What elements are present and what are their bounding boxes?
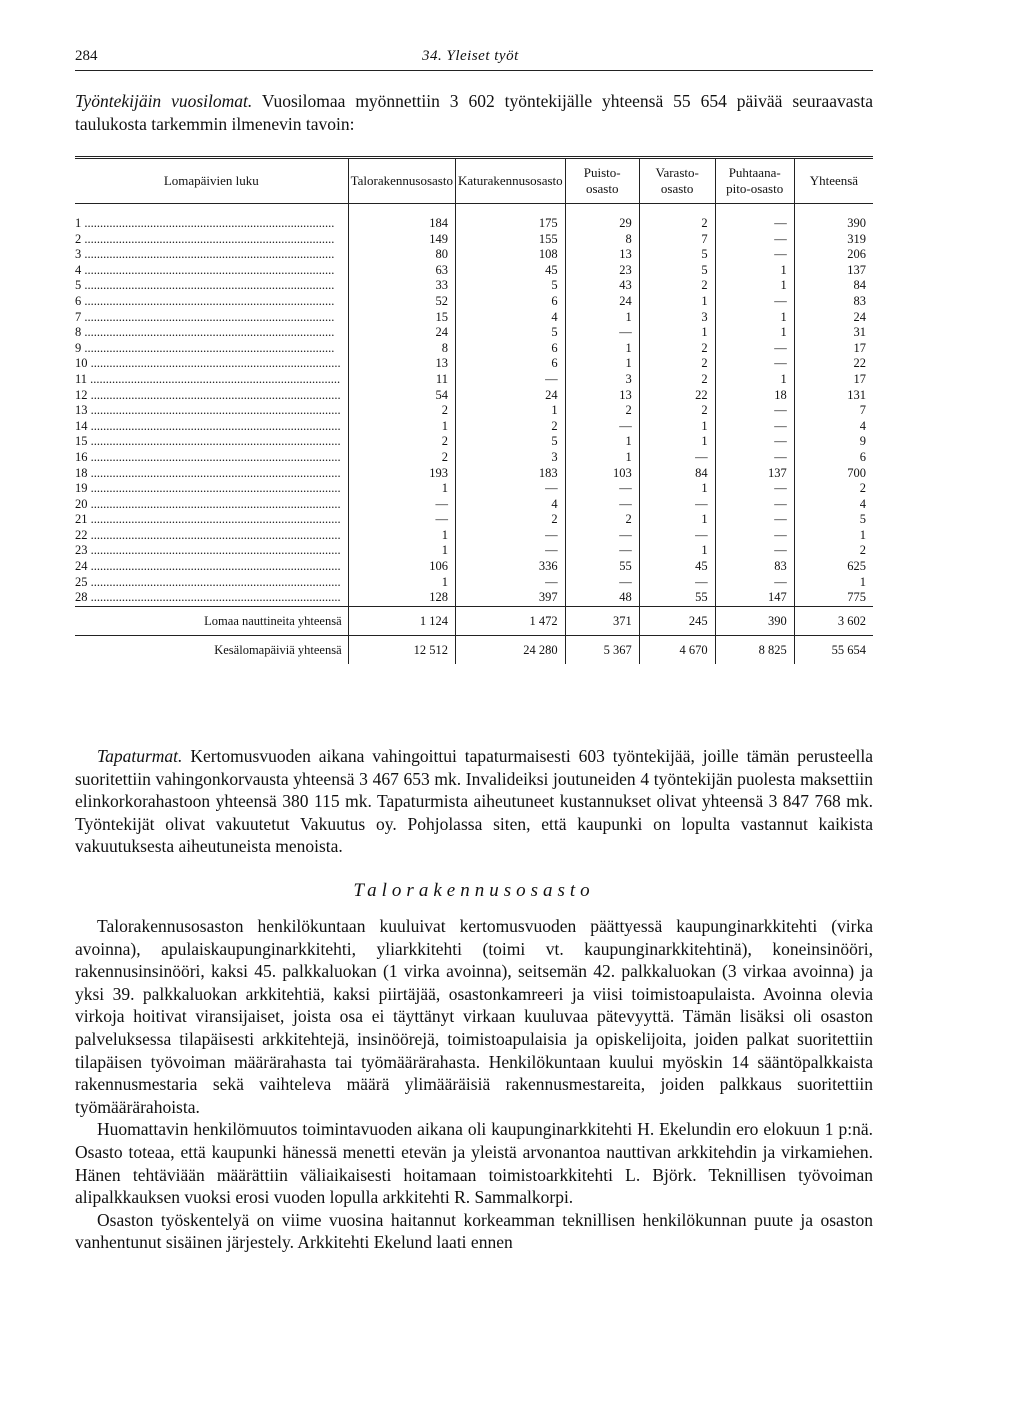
table-cell: —	[565, 481, 639, 497]
totals-cell: 371	[565, 606, 639, 635]
table-row	[75, 575, 873, 591]
totals-cell: 1 472	[455, 606, 565, 635]
table-cell: —	[715, 575, 794, 591]
table-row	[75, 388, 873, 404]
table-cell: 2	[348, 450, 455, 466]
table-cell: —	[565, 528, 639, 544]
table-row	[75, 466, 873, 482]
table-cell: 17	[794, 372, 873, 388]
body-paragraph: Osaston työskentelyä on viime vuosina haitannut korkeamman teknillisen henkilökunnan puute ja osaston vanhentunut sisäinen järjestely. Arkkitehti Ekelund laati ennen	[75, 1209, 873, 1253]
table-cell: 8	[348, 341, 455, 357]
table-cell: 1	[565, 434, 639, 450]
table-cell: 15	[348, 310, 455, 326]
table-cell: 5	[455, 434, 565, 450]
row-label-cell: 14 ................................................................................	[75, 418, 341, 433]
table-header-row	[75, 158, 873, 204]
table-cell: 4	[455, 497, 565, 513]
table-cell: 2	[565, 403, 639, 419]
table-cell: 193	[348, 466, 455, 482]
table-cell: 6	[455, 341, 565, 357]
table-cell: —	[715, 528, 794, 544]
table-cell: 1	[348, 419, 455, 435]
totals-cell: 1 124	[348, 606, 455, 635]
table-cell: 22	[639, 388, 715, 404]
totals-cell: 24 280	[455, 635, 565, 664]
intro-text: Vuosilomaa myönnettiin 3 602 työntekijälle yhteensä 55 654 päivää seuraavasta taulukosta tarkemmin ilmenevin tavoin:	[75, 91, 873, 134]
table-cell: 1	[794, 528, 873, 544]
table-row	[75, 434, 873, 450]
table-cell: —	[715, 356, 794, 372]
table-cell: —	[565, 497, 639, 513]
table-cell: 2	[455, 419, 565, 435]
table-row	[75, 528, 873, 544]
table-cell: 137	[794, 263, 873, 279]
row-label-cell: 19 ................................................................................	[75, 481, 341, 496]
table-cell: 137	[715, 466, 794, 482]
table-cell: —	[565, 543, 639, 559]
table-cell: 84	[794, 278, 873, 294]
table-cell: 149	[348, 232, 455, 248]
row-label-cell: 23 ................................................................................	[75, 543, 341, 558]
table-row	[75, 325, 873, 341]
table-cell: 108	[455, 247, 565, 263]
table-cell: 3	[565, 372, 639, 388]
table-cell: 1	[715, 263, 794, 279]
table-cell: 33	[348, 278, 455, 294]
row-label-cell: 8 ................................................................................	[75, 325, 335, 340]
table-cell: —	[715, 481, 794, 497]
table-cell: 2	[639, 403, 715, 419]
header-cell: Puisto- osasto	[565, 158, 639, 204]
table-cell: 5	[794, 512, 873, 528]
table-cell: —	[715, 204, 794, 232]
section-heading: Talorakennusosasto	[353, 880, 595, 901]
table-cell: —	[715, 497, 794, 513]
table-cell: 9	[794, 434, 873, 450]
table-cell: —	[455, 543, 565, 559]
table-row	[75, 497, 873, 513]
body-paragraph: Huomattavin henkilömuutos toimintavuoden aikana oli kaupunginarkkitehti H. Ekelundin ero elokuun 1 p:nä. Osasto toteaa, että kaupunki hänessä menetti etevän ja yleistä arvonantoa nauttivan arkkitehdin ja virkamiehen. Hänen tehtäviään määrättiin väliaikaisesti hoitamaan toimistoarkkitehti L. Björk. Teknillisen työvoiman alipalkkauksen vuoksi erosi vuoden lopulla arkkitehti R. Sammalkorpi.	[75, 1119, 873, 1208]
table-row	[75, 372, 873, 388]
table-row	[75, 512, 873, 528]
totals-cell: 245	[639, 606, 715, 635]
table-cell: 45	[455, 263, 565, 279]
table-cell: —	[715, 434, 794, 450]
table-cell: 4	[455, 310, 565, 326]
row-label-cell: 6 ................................................................................	[75, 293, 335, 308]
table-cell: 390	[794, 204, 873, 232]
table-cell: 1	[794, 575, 873, 591]
table-row	[75, 310, 873, 326]
totals-cell: 5 367	[565, 635, 639, 664]
table-cell: —	[455, 575, 565, 591]
table-cell: 13	[348, 356, 455, 372]
table-cell: 1	[348, 528, 455, 544]
table-row	[75, 204, 873, 232]
accidents-paragraph	[75, 745, 873, 858]
table-cell: 175	[455, 204, 565, 232]
row-label-cell: 4 ................................................................................	[75, 262, 335, 277]
table-row	[75, 232, 873, 248]
table-row	[75, 263, 873, 279]
table-row	[75, 294, 873, 310]
table-cell: 8	[565, 232, 639, 248]
running-title: 34. Yleiset työt	[422, 48, 519, 64]
table-cell: 336	[455, 559, 565, 575]
table-cell: —	[715, 543, 794, 559]
table-cell: 2	[794, 543, 873, 559]
row-label-cell: 18 ................................................................................	[75, 465, 341, 480]
table-cell: 24	[348, 325, 455, 341]
table-cell: 11	[348, 372, 455, 388]
table-cell: 6	[455, 356, 565, 372]
table-cell: —	[348, 497, 455, 513]
table-cell: 103	[565, 466, 639, 482]
table-cell: 29	[565, 204, 639, 232]
table-cell: 2	[348, 403, 455, 419]
table-cell: 4	[794, 419, 873, 435]
header-cell: Yhteensä	[794, 158, 873, 204]
table-cell: 13	[565, 247, 639, 263]
table-cell: 5	[455, 278, 565, 294]
table-cell: —	[715, 403, 794, 419]
table-cell: —	[639, 528, 715, 544]
table-cell: 625	[794, 559, 873, 575]
row-label-cell: 9 ................................................................................	[75, 340, 335, 355]
table-cell: 1	[639, 512, 715, 528]
row-label-cell: 15 ................................................................................	[75, 434, 341, 449]
totals-cell: 55 654	[794, 635, 873, 664]
accidents-lead: Tapaturmat.	[97, 746, 183, 766]
body-paragraph: Talorakennusosaston henkilökuntaan kuuluivat kertomusvuoden päättyessä kaupunginarkkitehti (virka avoinna), apulaiskaupunginarkkitehti, yliarkkitehti (toimi vt. kaupunginarkkitehtinä), koneinsinööri, rakennusinsinööri, kaksi 45. palkkaluokan (1 virka avoinna), seitsemän 42. palkkaluokan (3 virkaa avoinna) ja yksi 39. palkkaluokan arkkitehtiä, kaksi piirtäjää, osastonkamreeri ja viisi toimistoapulaista. Avoinna olevia virkoja hoitivat viransijaiset, joista osa ei täyttänyt virkaan kuuluvaa pätevyyttä. Tämän lisäksi oli osaston palveluksessa tilapäisesti arkkitehtejä, insinöörejä, toimistoapulaisia ja opiskelijoita, joiden palkat suoritettiin tilapäisen työvoiman määrärahasta tai työmäärärahasta. Henkilökuntaan kuului myöskin 14 sääntöpalkkaista rakennusmestaria sekä vaihteleva määrä ylimääräisiä rakennusmestareita, joiden palkkaus suoritettiin työmäärärahoista.	[75, 916, 873, 1117]
table-cell: 22	[794, 356, 873, 372]
row-label-cell: 25 ................................................................................	[75, 574, 341, 589]
table-cell: 43	[565, 278, 639, 294]
totals-cell: 8 825	[715, 635, 794, 664]
table-cell: —	[715, 232, 794, 248]
table-row	[75, 403, 873, 419]
table-cell: 183	[455, 466, 565, 482]
table-row	[75, 356, 873, 372]
header-cell: Varasto- osasto	[639, 158, 715, 204]
table-cell: 1	[715, 278, 794, 294]
table-cell: 2	[639, 372, 715, 388]
table-cell: 2	[455, 512, 565, 528]
table-cell: 775	[794, 590, 873, 606]
table-cell: 1	[565, 310, 639, 326]
table-cell: 1	[639, 294, 715, 310]
table-cell: 83	[794, 294, 873, 310]
row-label-cell: 7 ................................................................................	[75, 309, 335, 324]
table-cell: 84	[639, 466, 715, 482]
table-cell: 48	[565, 590, 639, 606]
intro-paragraph	[75, 90, 873, 135]
table-cell: 6	[794, 450, 873, 466]
row-label-cell: 21 ................................................................................	[75, 512, 341, 527]
row-label-cell: 2 ................................................................................	[75, 231, 335, 246]
table-cell: 1	[565, 341, 639, 357]
header-cell: Puhtaana- pito-osasto	[715, 158, 794, 204]
header-cell: Talorakennusosasto	[348, 158, 455, 204]
header-cell: Katurakennusosasto	[455, 158, 565, 204]
row-label-cell: 24 ................................................................................	[75, 559, 341, 574]
table-row	[75, 590, 873, 606]
table-cell: 1	[348, 543, 455, 559]
table-cell: —	[715, 294, 794, 310]
table-cell: —	[565, 575, 639, 591]
table-cell: 131	[794, 388, 873, 404]
table-cell: 31	[794, 325, 873, 341]
table-cell: 1	[715, 310, 794, 326]
totals-cell: 4 670	[639, 635, 715, 664]
table-cell: —	[455, 481, 565, 497]
table-cell: 4	[794, 497, 873, 513]
table-cell: 45	[639, 559, 715, 575]
table-cell: 1	[639, 325, 715, 341]
totals-row	[75, 635, 873, 664]
table-cell: 1	[715, 372, 794, 388]
table-cell: —	[715, 341, 794, 357]
table-cell: 1	[565, 450, 639, 466]
row-label-cell: 28 ................................................................................	[75, 590, 341, 605]
table-cell: 106	[348, 559, 455, 575]
table-cell: 2	[639, 356, 715, 372]
table-row	[75, 450, 873, 466]
table-row	[75, 247, 873, 263]
table-cell: —	[565, 325, 639, 341]
table-cell: 24	[794, 310, 873, 326]
intro-lead: Työntekijäin vuosilomat.	[75, 91, 253, 111]
row-label-cell: 1 ................................................................................	[75, 216, 335, 230]
table-cell: 128	[348, 590, 455, 606]
table-cell: 7	[639, 232, 715, 248]
table-cell: 55	[639, 590, 715, 606]
table-cell: 6	[455, 294, 565, 310]
table-cell: —	[715, 419, 794, 435]
table-cell: 13	[565, 388, 639, 404]
table-cell: —	[715, 512, 794, 528]
table-cell: 52	[348, 294, 455, 310]
table-cell: 1	[639, 543, 715, 559]
page-number: 284	[75, 48, 98, 64]
table-cell: —	[715, 247, 794, 263]
table-row	[75, 341, 873, 357]
row-label-cell: 13 ................................................................................	[75, 403, 341, 418]
table-cell: —	[455, 372, 565, 388]
body-text	[75, 915, 873, 1254]
table-cell: 5	[455, 325, 565, 341]
totals-cell: 3 602	[794, 606, 873, 635]
table-cell: 319	[794, 232, 873, 248]
totals-label-cell: Kesälomapäiviä yhteensä	[75, 635, 348, 664]
table-cell: 206	[794, 247, 873, 263]
table-cell: 54	[348, 388, 455, 404]
table-cell: 1	[639, 481, 715, 497]
table-cell: 17	[794, 341, 873, 357]
table-cell: 1	[565, 356, 639, 372]
row-label-cell: 5 ................................................................................	[75, 278, 335, 293]
table-cell: 83	[715, 559, 794, 575]
table-cell: 2	[348, 434, 455, 450]
row-label-cell: 22 ................................................................................	[75, 527, 341, 542]
table-cell: —	[639, 497, 715, 513]
row-label-cell: 10 ................................................................................	[75, 356, 341, 371]
table-cell: 2	[565, 512, 639, 528]
table-cell: 2	[639, 341, 715, 357]
table-row	[75, 481, 873, 497]
table-cell: 1	[348, 575, 455, 591]
table-row	[75, 278, 873, 294]
table-cell: —	[455, 528, 565, 544]
table-cell: 3	[455, 450, 565, 466]
totals-cell: 12 512	[348, 635, 455, 664]
table-cell: 1	[348, 481, 455, 497]
row-label-cell: 12 ................................................................................	[75, 387, 341, 402]
row-label-cell: 11 ................................................................................	[75, 371, 341, 386]
table-cell: 155	[455, 232, 565, 248]
table-cell: —	[639, 575, 715, 591]
vacation-table	[75, 156, 873, 664]
table-cell: 5	[639, 263, 715, 279]
table-cell: 7	[794, 403, 873, 419]
table-cell: 2	[794, 481, 873, 497]
table-cell: —	[715, 450, 794, 466]
table-cell: 184	[348, 204, 455, 232]
table-cell: 63	[348, 263, 455, 279]
table-cell: 700	[794, 466, 873, 482]
table-cell: 24	[565, 294, 639, 310]
table-cell: 24	[455, 388, 565, 404]
table-cell: 23	[565, 263, 639, 279]
table-cell: 1	[715, 325, 794, 341]
totals-label-cell: Lomaa nauttineita yhteensä	[75, 606, 348, 635]
header-cell: Lomapäivien luku	[75, 158, 348, 204]
table-cell: 80	[348, 247, 455, 263]
table-cell: 1	[639, 434, 715, 450]
row-label-cell: 3 ................................................................................	[75, 247, 335, 262]
totals-cell: 390	[715, 606, 794, 635]
table-row	[75, 543, 873, 559]
table-cell: 147	[715, 590, 794, 606]
running-header	[75, 44, 873, 71]
table-cell: —	[348, 512, 455, 528]
table-cell: 18	[715, 388, 794, 404]
table-cell: —	[565, 419, 639, 435]
table-cell: —	[639, 450, 715, 466]
table-cell: 1	[639, 419, 715, 435]
table-cell: 55	[565, 559, 639, 575]
row-label-cell: 16 ................................................................................	[75, 449, 341, 464]
table-cell: 397	[455, 590, 565, 606]
table-row	[75, 559, 873, 575]
table-cell: 1	[455, 403, 565, 419]
accidents-text: Kertomusvuoden aikana vahingoittui tapaturmaisesti 603 työntekijää, joille tämän perusteella suoritettiin vahingonkorvausta yhteensä 3 467 653 mk. Invalideiksi joutuneiden 4 työntekijän puolesta maksettiin elinkorkorahastoon yhteensä 380 115 mk. Tapaturmista aiheutuneet kustannukset olivat yhteensä 3 847 768 mk. Työntekijät olivat vakuutetut Vakuutus oy. Pohjolassa siten, että kaupunki on lopulta vastannut kaikista vakuutuksesta aiheutuneista menoista.	[75, 746, 873, 857]
table-row	[75, 419, 873, 435]
row-label-cell: 20 ................................................................................	[75, 496, 341, 511]
table-cell: 3	[639, 310, 715, 326]
table-cell: 2	[639, 204, 715, 232]
table-cell: 5	[639, 247, 715, 263]
table-cell: 2	[639, 278, 715, 294]
totals-row	[75, 606, 873, 635]
